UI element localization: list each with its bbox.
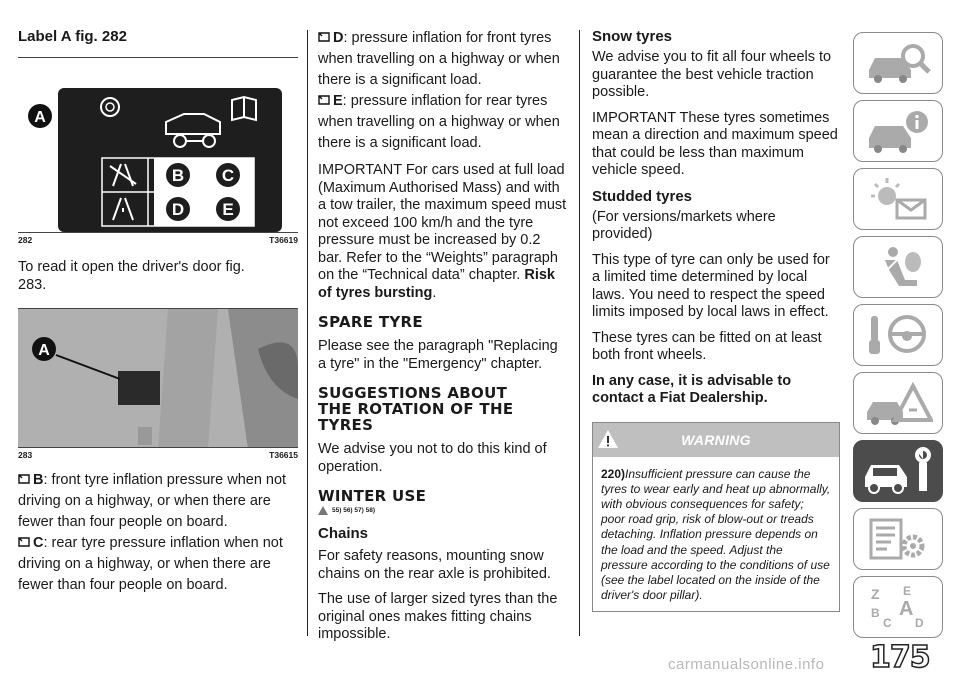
tab-car-info[interactable]: [853, 100, 943, 162]
checklist-gear-icon: [863, 516, 933, 562]
column-2: [318, 28, 568, 652]
warning-title: WARNING: [681, 431, 751, 448]
label-sticker: [118, 371, 160, 405]
figure-282-code: T36619: [269, 235, 298, 245]
dealership-advice: In any case, it is advisable to contact a Fiat Dealership.: [592, 372, 792, 406]
car-warning-triangle-icon: [863, 380, 933, 426]
tab-technical-data[interactable]: [853, 508, 943, 570]
figure-282-caption: [18, 233, 298, 245]
bullet-list-bc: [18, 470, 298, 596]
key-steering-wheel-icon: [863, 312, 933, 358]
tyre-pressure-label-illustration: [18, 58, 298, 234]
important-full-load: IMPORTANT For cars used at full load (Maximum Authorised Mass) and with a tow trailer, the maximum speed must not exceed 100 km/h and the tyre pressure must be increased by 0.2 bar. Refer to the “Weights” paragraph on the “Technical data” chapter. Risk of tyres bursting.: [318, 162, 567, 301]
label-cell-c: C: [221, 166, 235, 185]
warning-references: 55) 56) 57) 58): [318, 506, 568, 515]
car-info-icon: [863, 108, 933, 154]
warning-body: 220)Insufficient pressure can cause the tyres to wear early and heat up abnormally, with obvious consequences for safety; poor road grip, risk of blow-out or treads detaching. Inflation pressure depends on the load and the speed. Adjust the pressure according to the conditions of use (see the label located on the inside of the driver's door pillar).: [601, 466, 831, 603]
car-wrench-icon: [861, 447, 935, 495]
bullet-d: D: pressure inflation for front tyres when travelling on a highway or when there is a significant load.: [318, 30, 560, 88]
figure-283-caption: [18, 448, 298, 460]
bullet-e: E: pressure inflation for rear tyres when travelling on a highway or when there is a significant load.: [318, 93, 560, 151]
studded-text-2: This type of tyre can only be used for a limited time determined by local laws. You need to respect the speed limits imposed by local laws in effect.: [592, 251, 830, 320]
callout-a-283: A: [38, 342, 50, 359]
callout-a-282: A: [34, 109, 46, 126]
figure-282: [18, 57, 298, 245]
warning-triangle-icon: [318, 506, 328, 515]
spare-tyre-heading: SPARE TYRE: [318, 313, 423, 331]
tab-warning-lights[interactable]: [853, 168, 943, 230]
column-divider-2: [579, 30, 580, 636]
warning-header: [593, 423, 839, 457]
bullet-arrow-icon: [318, 95, 330, 105]
seat-airbag-icon: [863, 244, 933, 290]
car-search-icon: [863, 40, 933, 86]
tab-servicing-maintenance[interactable]: [853, 440, 943, 502]
chains-text-1: For safety reasons, mounting snow chains on the rear axle is prohibited.: [318, 548, 551, 582]
figure-282-number: 282: [18, 235, 33, 245]
bullet-arrow-icon: [318, 32, 330, 42]
svg-text:E: E: [903, 584, 912, 598]
snow-tyres-heading: Snow tyres: [592, 28, 673, 45]
page-number: 175: [870, 640, 930, 675]
tab-safety[interactable]: [853, 236, 943, 298]
alphabetical-index-icon: [863, 583, 933, 631]
warning-triangle-icon: [597, 429, 619, 449]
winter-use-heading: WINTER USE: [318, 487, 427, 505]
figure-282-frame: [18, 57, 298, 233]
figure-283-frame: [18, 308, 298, 448]
svg-text:Z: Z: [871, 586, 880, 602]
chains-text-2: The use of larger sized tyres than the original ones makes fitting chains impossible.: [318, 591, 558, 642]
column-1: [18, 28, 298, 596]
warning-light-message-icon: [863, 176, 933, 222]
label-a-title: Label A fig. 282: [18, 28, 127, 45]
read-instruction: To read it open the driver's door fig. 283.: [18, 259, 245, 293]
svg-text:A: A: [899, 598, 914, 620]
column-3: [592, 28, 840, 612]
bullet-c: C: rear tyre pressure inflation when not driving on a highway, or when there are fewer than four people on board.: [18, 535, 283, 593]
figure-283-number: 283: [18, 450, 33, 460]
driver-door-pillar-illustration: [18, 309, 298, 448]
label-cell-d: D: [171, 200, 185, 219]
column-divider-1: [307, 30, 308, 636]
snow-tyres-text-2: IMPORTANT These tyres sometimes mean a direction and maximum speed that could be less than maximum vehicle speed.: [592, 109, 838, 178]
svg-text:C: C: [883, 616, 892, 630]
chapter-tabs: [853, 32, 943, 644]
bullet-b: B: front tyre inflation pressure when not driving on a highway, or when there are fewer than four people on board.: [18, 472, 287, 530]
snow-tyres-text-1: We advise you to fit all four wheels to guarantee the best vehicle traction possible.: [592, 49, 832, 100]
label-cell-e: E: [222, 200, 234, 219]
bullet-arrow-icon: [18, 537, 30, 547]
figure-283-code: T36615: [269, 450, 298, 460]
rotation-text: We advise you not to do this kind of operation.: [318, 441, 547, 475]
spare-tyre-text: Please see the paragraph "Replacing a tyre" in the "Emergency" chapter.: [318, 338, 558, 372]
svg-text:B: B: [871, 606, 880, 620]
studded-text-1: (For versions/markets where provided): [592, 208, 776, 242]
bullet-arrow-icon: [18, 474, 30, 484]
warning-box: [592, 422, 840, 613]
figure-283: [18, 308, 298, 460]
rotation-heading: SUGGESTIONS ABOUT THE ROTATION OF THE TYRES: [318, 384, 514, 434]
chains-heading: Chains: [318, 525, 369, 542]
tab-starting-driving[interactable]: [853, 304, 943, 366]
watermark: carmanualsonline.info: [668, 656, 825, 673]
studded-text-3: These tyres can be fitted on at least both front wheels.: [592, 329, 822, 363]
studded-tyres-heading: Studded tyres: [592, 187, 693, 205]
tab-knowing-your-car[interactable]: [853, 32, 943, 94]
tab-index[interactable]: [853, 576, 943, 638]
label-cell-b: B: [171, 166, 185, 185]
tab-emergency[interactable]: [853, 372, 943, 434]
svg-text:D: D: [915, 616, 924, 630]
